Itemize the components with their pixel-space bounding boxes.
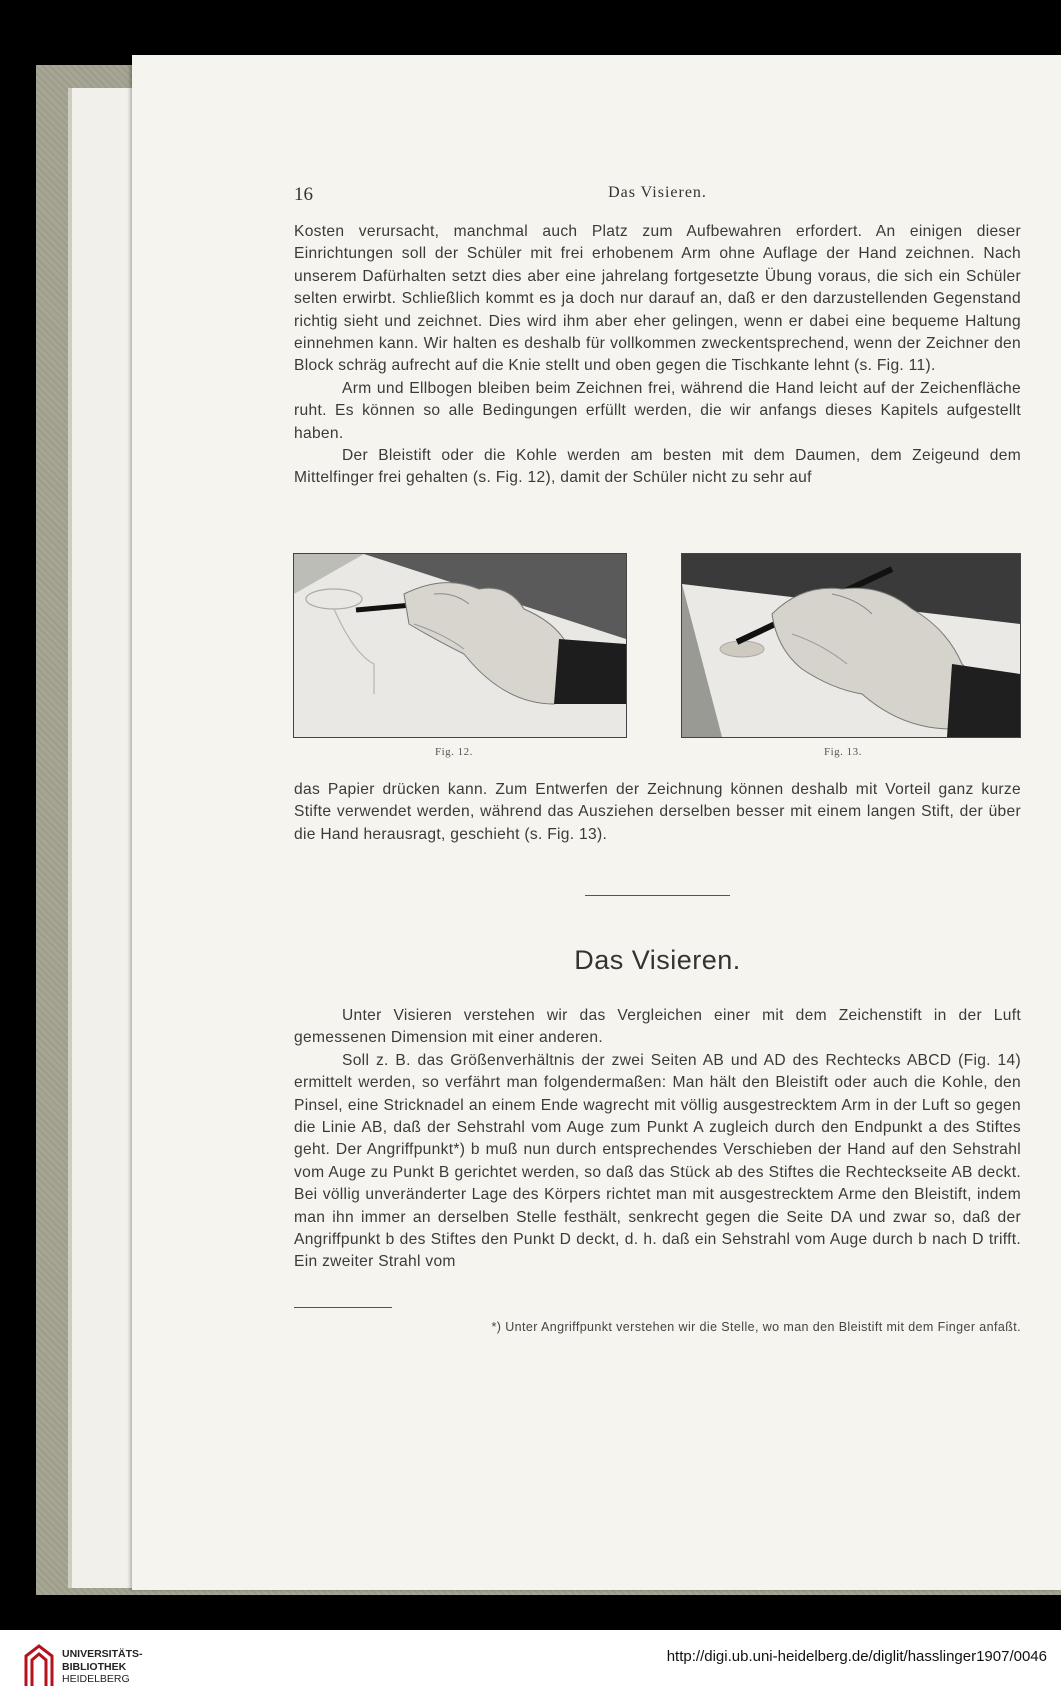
hand-drawing-image <box>294 554 626 737</box>
running-header <box>294 184 1021 208</box>
library-footer <box>0 1630 1061 1702</box>
running-title: Das Visieren. <box>608 184 707 201</box>
library-name <box>62 1648 143 1686</box>
section-divider <box>585 895 730 896</box>
section-heading: Das Visieren. <box>574 945 741 975</box>
page-number: 16 <box>294 184 313 205</box>
footnote-divider <box>294 1307 392 1308</box>
figure-hand-long-pencil <box>681 553 1021 738</box>
library-name-line: UNIVERSITÄTS- <box>62 1648 143 1660</box>
paragraph: das Papier drücken kann. Zum Entwerfen der Zeichnung können deshalb mit Vorteil ganz kurze Stifte verwendet werden, während das Ausziehen derselben besser mit einem langen Stift, der über die Hand herausragt, geschieht (s. Fig. 13). <box>294 781 1021 843</box>
figure-hand-short-pencil <box>293 553 627 738</box>
paragraph: Unter Visieren verstehen wir das Vergleichen einer mit dem Zeichenstift in der Luft gemessenen Dimension mit einer anderen. <box>294 1007 1021 1047</box>
library-name-line: BIBLIOTHEK <box>62 1660 127 1673</box>
footnote: *) Unter Angriffpunkt verstehen wir die Stelle, wo man den Bleistift mit dem Finger anfaßt. <box>491 1320 1021 1334</box>
permalink-url[interactable]: http://digi.ub.uni-heidelberg.de/diglit/hasslinger1907/0046 <box>666 1648 1047 1665</box>
paragraph: Arm und Ellbogen bleiben beim Zeichnen frei, während die Hand leicht auf der Zeichenfläche ruht. Es können so alle Bedingungen erfüllt werden, die wir anfangs dieses Kapitels aufgestellt haben. <box>294 379 1021 442</box>
figure-caption: Fig. 12. <box>435 746 473 758</box>
text-block-section <box>294 1005 1021 1274</box>
library-name-line: HEIDELBERG <box>62 1673 130 1685</box>
paragraph: Kosten verursacht, manchmal auch Platz zum Aufbewahren erfordert. An einigen dieser Einrichtungen soll der Schüler mit frei erhobenem Arm ohne Auflage der Hand zeichnen. Nach unserem Dafürhalten setzt dies aber eine jahrelang fortgesetzte Übung voraus, die sich ein Schüler selten erwirbt. Schließlich kommt es ja doch nur darauf an, daß er den darzustellenden Gegenstand richtig sieht und zeichnet. Dies wird ihm aber eher gelingen, wenn er dabei eine bequeme Haltung einnehmen kann. Wir halten es deshalb für vollkommen zweckentsprechend, wenn der Zeichner den Block schräg aufrecht auf die Knie stellt und oben gegen die Tischkante lehnt (s. Fig. 11). <box>294 223 1021 375</box>
library-logo-icon[interactable] <box>22 1642 56 1690</box>
figures-row <box>293 553 1023 763</box>
text-block-after-figures <box>294 779 1021 846</box>
hand-drawing-image <box>682 554 1020 737</box>
text-block-top <box>294 221 1021 490</box>
paragraph: Soll z. B. das Größenverhältnis der zwei Seiten AB und AD des Rechtecks ABCD (Fig. 14) ermittelt werden, so verfährt man folgendermaßen: Man hält den Bleistift oder auch die Kohle, den Pinsel, eine Stricknadel an einem Ende wagrecht mit völlig ausgestrecktem Arm in der Luft so gegen die Linie AB, daß der Sehstrahl vom Auge zum Punkt A zugleich durch den Endpunkt a des Stiftes geht. Der Angriffpunkt*) b muß nun durch entsprechendes Verschieben der Hand auf den Sehstrahl vom Auge zu Punkt B gerichtet werden, so daß das Stück ab des Stiftes die Rechteckseite AB deckt. Bei völlig unveränderter Lage des Körpers richtet man mit ausgestrecktem Arme den Bleistift, indem man ihn immer an derselben Stelle festhält, senkrecht gegen die Seite DA und zwar so, daß der Angriffpunkt b des Stiftes den Punkt D deckt, d. h. daß ein Sehstrahl vom Auge durch b nach D trifft. Ein zweiter Strahl vom <box>294 1051 1021 1271</box>
figure-caption: Fig. 13. <box>824 746 862 758</box>
paragraph: Der Bleistift oder die Kohle werden am besten mit dem Daumen, dem Zeigeund dem Mittelfinger frei gehalten (s. Fig. 12), damit der Schüler nicht zu sehr auf <box>294 447 1021 487</box>
